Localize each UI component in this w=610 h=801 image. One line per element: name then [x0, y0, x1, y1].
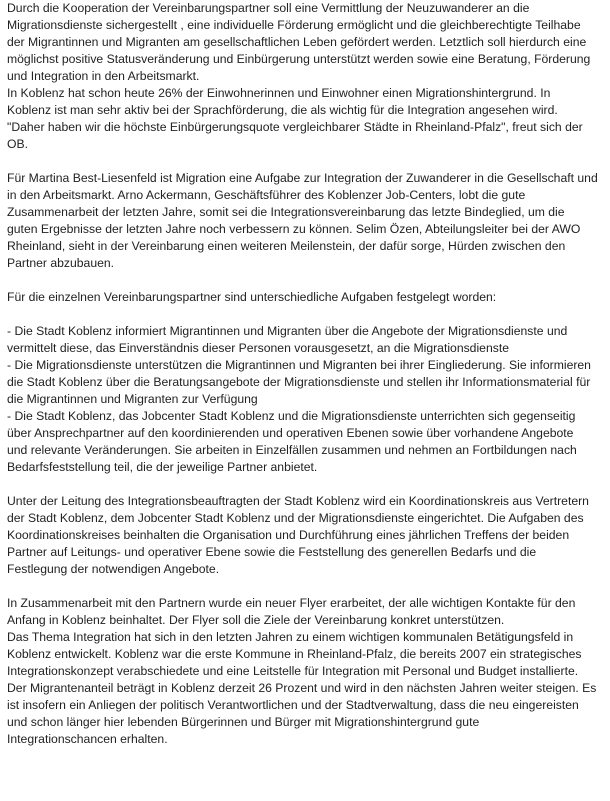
text-line: "Daher haben wir die höchste Einbürgerungsquote vergleichbarer Städte in Rheinland-Pfalz", freut sich der: [7, 120, 583, 134]
paragraph: [7, 0, 608, 153]
paragraph: [7, 493, 608, 578]
text-line: - Die Stadt Koblenz informiert Migrantinnen und Migranten über die Angebote der Migrationsdienste und: [7, 324, 568, 338]
text-line: der Stadt Koblenz, dem Jobcenter Stadt Koblenz und der Migrationsdienste eingerichtet. Die Aufgaben des: [7, 511, 584, 525]
text-line: Anfang in Koblenz beinhaltet. Der Flyer soll die Ziele der Vereinbarung konkret unterstützen.: [7, 613, 505, 627]
text-line: Migrationsdienste sichergestellt , eine individuelle Förderung ermöglicht und die gleichberechtigte Teilhabe: [7, 18, 581, 32]
text-line: möglichst positive Statusveränderung und Einbürgerung unterstützt werden sowie eine Beratung, Förderung: [7, 52, 591, 66]
text-line: Für die einzelnen Vereinbarungspartner sind unterschiedliche Aufgaben festgelegt worden:: [7, 290, 497, 304]
text-line: über Ansprechpartner auf den koordinierenden und operativen Ebenen sowie über vorhandene Angebote: [7, 426, 574, 440]
text-line: Koblenz ist man sehr aktiv bei der Sprachförderung, die als wichtig für die Integration angesehen wird.: [7, 103, 558, 117]
text-line: guten Ergebnisse der letzten Jahre noch verbessern zu können. Selim Özen, Abteilungsleiter bei der AWO: [7, 222, 581, 236]
text-line: Koordinationskreises beinhalten die Organisation und Durchführung eines jährlichen Treffens der beiden: [7, 528, 570, 542]
text-line: ist insofern ein Anliegen der politisch Verantwortlichen und der Stadtverwaltung, dass die neu eingereisten: [7, 698, 579, 712]
paragraph-spacer: [7, 476, 608, 493]
paragraph: [7, 289, 608, 306]
text-line: Zusammenarbeit der letzten Jahre, somit sei die Integrationsvereinbarung das letzte Bindeglied, um die: [7, 205, 565, 219]
text-line: und schon länger hier lebenden Bürgerinnen und Bürger mit Migrationshintergrund gute: [7, 715, 480, 729]
text-line: Für Martina Best-Liesenfeld ist Migration eine Aufgabe zur Integration der Zuwanderer in die Gesellschaft und: [7, 171, 598, 185]
text-line: Der Migrantenanteil beträgt in Koblenz derzeit 26 Prozent und wird in den nächsten Jahren weiter steigen. Es: [7, 681, 597, 695]
text-line: und relevante Veränderungen. Sie arbeiten in Einzelfällen zusammen und nehmen an Fortbildungen nach: [7, 443, 577, 457]
text-line: Integrationschancen erhalten.: [7, 732, 168, 746]
paragraph: [7, 595, 608, 748]
text-line: Festlegung der notwendigen Angebote.: [7, 562, 220, 576]
text-line: Unter der Leitung des Integrationsbeauftragten der Stadt Koblenz wird ein Koordinationskreis aus Vertretern: [7, 494, 589, 508]
text-line: - Die Migrationsdienste unterstützen die Migrantinnen und Migranten bei ihrer Eingliederung. Sie informieren: [7, 358, 591, 372]
text-line: die Migrantinnen und Migranten zur Verfügung: [7, 392, 258, 406]
text-line: Partner auf Leitungs- und operativer Ebene sowie die Feststellung des generellen Bedarfs und die: [7, 545, 537, 559]
paragraph: [7, 170, 608, 272]
text-line: der Migrantinnen und Migranten am gesellschaftlichen Leben gefördert werden. Letztlich soll hierdurch eine: [7, 35, 587, 49]
text-line: vermittelt diese, das Einverständnis dieser Personen vorausgesetzt, an die Migrationsdienste: [7, 341, 509, 355]
paragraph-spacer: [7, 153, 608, 170]
text-line: - Die Stadt Koblenz, das Jobcenter Stadt Koblenz und die Migrationsdienste unterrichten sich gegenseitig: [7, 409, 576, 423]
text-line: Rheinland, sieht in der Vereinbarung einen weiteren Meilenstein, der dafür sorge, Hürden zwischen den: [7, 239, 566, 253]
paragraph-spacer: [7, 272, 608, 289]
text-line: in den Arbeitsmarkt. Arno Ackermann, Geschäftsführer des Koblenzer Job-Centers, lobt die gute: [7, 188, 526, 202]
text-line: und Integration in den Arbeitsmarkt.: [7, 69, 200, 83]
text-line: Durch die Kooperation der Vereinbarungspartner soll eine Vermittlung der Neuzuwanderer an die: [7, 1, 530, 15]
paragraph-spacer: [7, 306, 608, 323]
text-line: Partner abzubauen.: [7, 256, 115, 270]
text-line: Das Thema Integration hat sich in den letzten Jahren zu einem wichtigen kommunalen Betätigungsfeld in: [7, 630, 574, 644]
text-line: Integrationskonzept verabschiedete und eine Leitstelle für Integration mit Personal und Budget installierte.: [7, 664, 579, 678]
text-line: In Koblenz hat schon heute 26% der Einwohnerinnen und Einwohner einen Migrationshintergrund. In: [7, 86, 551, 100]
text-line: Koblenz entwickelt. Koblenz war die erste Kommune in Rheinland-Pfalz, die bereits 2007 ein strategisches: [7, 647, 582, 661]
paragraph-spacer: [7, 578, 608, 595]
text-line: In Zusammenarbeit mit den Partnern wurde ein neuer Flyer erarbeitet, der alle wichtigen Kontakte für den: [7, 596, 576, 610]
text-line: Bedarfsfeststellung teil, die der jeweilige Partner anbietet.: [7, 460, 318, 474]
text-line: OB.: [7, 137, 28, 151]
paragraph: [7, 323, 608, 476]
text-line: die Stadt Koblenz über die Beratungsangebote der Migrationsdienste und stellen ihr Informationsmaterial für: [7, 375, 591, 389]
